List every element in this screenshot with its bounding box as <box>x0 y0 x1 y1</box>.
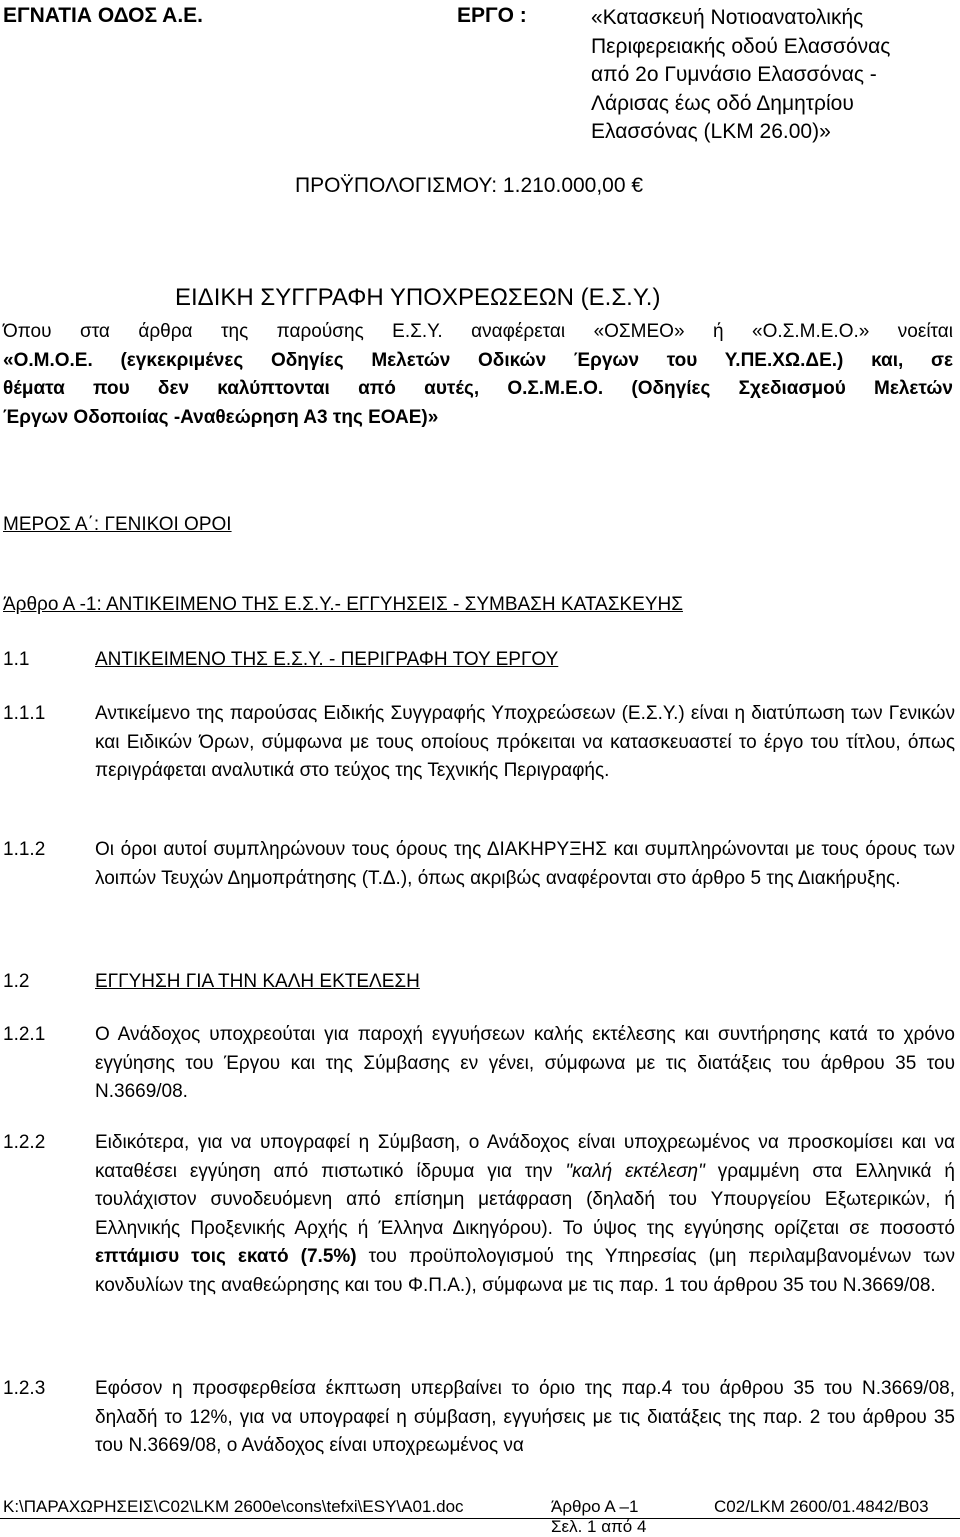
clause-number: 1.1.1 <box>3 703 46 724</box>
project-title-line: Λάρισας έως οδό Δημητρίου <box>591 91 854 115</box>
project-title-line: Ελασσόνας (LKM 26.00)» <box>591 120 831 143</box>
footer-page-number: Σελ. 1 από 4 <box>551 1517 647 1536</box>
clause-text: Εφόσον η προσφερθείσα έκπτωση υπερβαίνει το όριο της παρ.4 του άρθρου 35 του Ν.3669/08, δηλαδή το 12%, για να υπογραφεί η σύμβαση, εγγυήσεις με τις διατάξεις της παρ. 2 του άρθρου 35 του Ν.3669/08, ο Ανάδοχος είναι υποχρεωμένος να <box>95 1378 955 1456</box>
clause-text: Ο Ανάδοχος υποχρεούται για παροχή εγγυήσεων καλής εκτέλεσης και συντήρησης κατά το χρόνο εγγύησης του Έργου και της Σύμβασης εν γένει, σύμφωνα με τις διατάξεις του άρθρου 35 του Ν.3669/08. <box>95 1024 955 1102</box>
project-title-line: «Κατασκευή Νοτιοανατολικής <box>591 6 864 29</box>
clause-1-2-2 <box>3 1129 955 1300</box>
clause-number: 1.2.3 <box>3 1378 46 1399</box>
intro-line: Έργων Οδοποιίας -Αναθεώρηση Α3 της ΕΟΑΕ)» <box>3 406 439 428</box>
section-title: ΑΝΤΙΚΕΙΜΕΝΟ ΤΗΣ Ε.Σ.Υ. - ΠΕΡΙΓΡΑΦΗ ΤΟΥ ΕΡΓΟΥ <box>95 649 559 670</box>
clause-text-italic: "καλή εκτέλεση" <box>565 1160 705 1182</box>
clause-1-2-1 <box>3 1021 955 1107</box>
clause-text-part: Ειδικότερα, για να υπογραφεί η Σύμβαση, ο Ανάδοχος είναι υποχρεωμένος να προσκομίσει και να καταθέσει εγγύηση από πιστωτικό ίδρυμα για την <box>95 1132 955 1182</box>
footer-divider <box>0 1518 960 1519</box>
section-title: ΕΓΓΥΗΣΗ ΓΙΑ ΤΗΝ ΚΑΛΗ ΕΚΤΕΛΕΣΗ <box>95 971 420 992</box>
article-heading: Άρθρο Α -1: ΑΝΤΙΚΕΙΜΕΝΟ ΤΗΣ Ε.Σ.Υ.- ΕΓΓΥΗΣΕΙΣ - ΣΥΜΒΑΣΗ ΚΑΤΑΣΚΕΥΗΣ <box>3 594 683 615</box>
project-title-line: Περιφερειακής οδού Ελασσόνας <box>591 34 891 58</box>
clause-number: 1.2.2 <box>3 1132 46 1153</box>
project-label: ΕΡΓΟ : <box>457 4 527 27</box>
company-name: ΕΓΝΑΤΙΑ ΟΔΟΣ Α.Ε. <box>3 4 204 27</box>
section-number: 1.1 <box>3 649 30 670</box>
project-title <box>591 4 890 147</box>
clause-text: Αντικείμενο της παρούσας Ειδικής Συγγραφής Υποχρεώσεων (Ε.Σ.Υ.) είναι η διατύπωση των Γενικών και Ειδικών Όρων, σύμφωνα με τους οποίους πρόκειται να κατασκευαστεί το έργο του τίτλου, όπως περιγράφεται αναλυτικά στο τεύχος της Τεχνικής Περιγραφής. <box>95 703 955 781</box>
intro-paragraph <box>3 318 953 432</box>
budget-line: ΠΡΟΫΠΟΛΟΓΙΣΜΟΥ: 1.210.000,00 € <box>295 174 644 197</box>
intro-line: «Ο.Μ.Ο.Ε. (εγκεκριμένες Οδηγίες Μελετών Οδικών Έργων του Υ.ΠΕ.ΧΩ.ΔΕ.) και, σε <box>3 349 953 371</box>
intro-line: θέματα που δεν καλύπτονται από αυτές, Ο.Σ.Μ.Ε.Ο. (Οδηγίες Σχεδιασμού Μελετών <box>3 378 953 400</box>
clause-text: Οι όροι αυτοί συμπληρώνουν τους όρους της ΔΙΑΚΗΡΥΞΗΣ και συμπληρώνονται με τους όρους των λοιπών Τευχών Δημοπράτησης (Τ.Δ.), όπως ακριβώς αναφέρονται στο άρθρο 5 της Διακήρυξης. <box>95 839 955 889</box>
part-heading: ΜΕΡΟΣ Α΄: ΓΕΝΙΚΟΙ ΟΡΟΙ <box>3 514 232 535</box>
spec-title: ΕΙΔΙΚΗ ΣΥΓΓΡΑΦΗ ΥΠΟΧΡΕΩΣΕΩΝ (Ε.Σ.Υ.) <box>175 284 661 311</box>
clause-text <box>95 1129 955 1300</box>
project-title-line: από 2ο Γυμνάσιο Ελασσόνας - <box>591 63 877 86</box>
clause-1-1-1 <box>3 700 955 786</box>
intro-line: Όπου στα άρθρα της παρούσης Ε.Σ.Υ. αναφέρεται «ΟΣΜΕΟ» ή «Ο.Σ.Μ.Ε.Ο.» νοείται <box>3 321 953 342</box>
section-number: 1.2 <box>3 971 30 992</box>
clause-text-bold: επτάμισυ τοις εκατό (7.5%) <box>95 1246 357 1267</box>
footer-file-path: K:\ΠΑΡΑΧΩΡΗΣΕΙΣ\C02\LKM 2600e\cons\tefxi\ESY\A01.doc <box>3 1497 464 1516</box>
clause-1-1-2 <box>3 836 955 893</box>
footer-document-code: C02/LKM 2600/01.4842/B03 <box>714 1497 929 1516</box>
clause-1-2-3 <box>3 1375 955 1461</box>
footer-article: Άρθρο Α –1 <box>551 1497 639 1516</box>
clause-number: 1.1.2 <box>3 839 46 860</box>
clause-text-part: γραμμένη στα Ελληνικά ή τουλάχιστον συνοδευόμενη από επίσημη μετάφραση (δηλαδή του Υπουργείου Εξωτερικών, ή Ελληνικής Προξενικής Αρχής ή Έλληνα Δικηγόρου). Το ύψος της εγγύησης ορίζεται σε ποσοστό <box>95 1160 955 1239</box>
clause-text-part: του προϋπολογισμού της Υπηρεσίας (μη περιλαμβανομένων των κονδυλίων της αναθεώρησης και του Φ.Π.Α.), σύμφωνα με τις παρ. 1 του άρθρου 35 του Ν.3669/08. <box>95 1246 955 1296</box>
clause-number: 1.2.1 <box>3 1024 46 1045</box>
